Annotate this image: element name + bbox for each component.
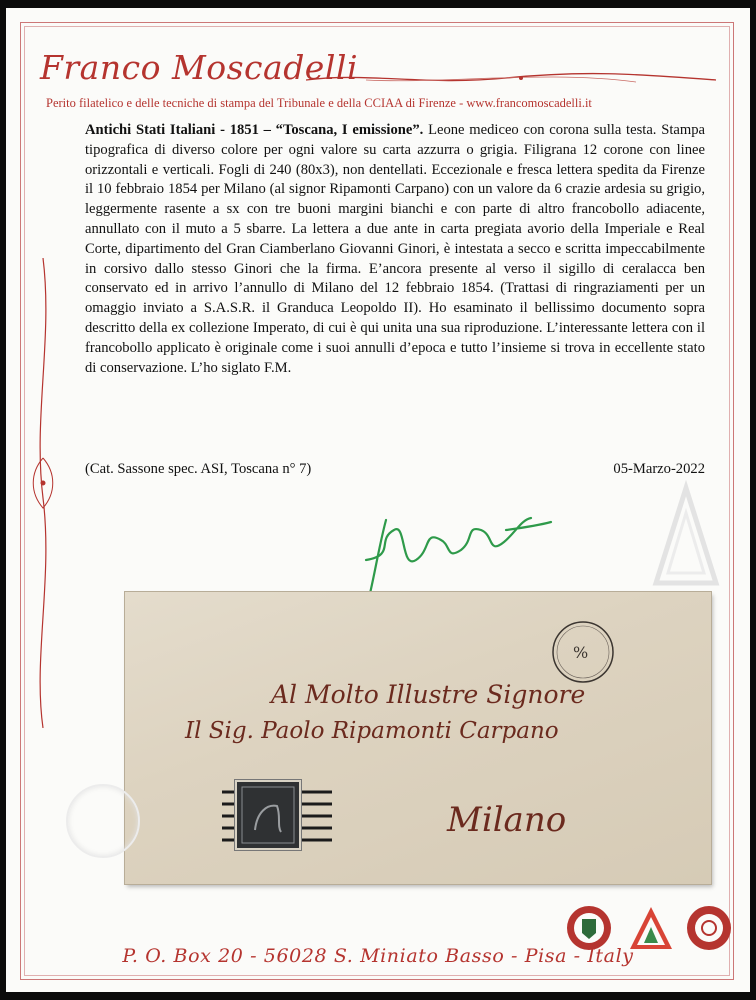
letter-image xyxy=(125,592,711,884)
letter-address-line-1: Al Molto Illustre Signore xyxy=(271,680,586,709)
certificate-sheet xyxy=(6,8,750,992)
catalog-reference: (Cat. Sassone spec. ASI, Toscana n° 7) xyxy=(85,461,312,477)
flourish-ornament-icon xyxy=(306,70,726,90)
certificate-date: 05-Marzo-2022 xyxy=(613,461,705,477)
certificate-description xyxy=(85,121,705,378)
certificate-lead: Antichi Stati Italiani - 1851 – “Toscana, I emissione”. xyxy=(85,122,424,138)
certificate-body: Leone mediceo con corona sulla testa. Stampa tipografica di diverso colore per ogni valore su carta azzurra o grigia. Filigrana 12 corone con linee orizzontali e verticali. Fogli di 240 (80x3), non dentellati. Eccezionale e fresca lettera spedita da Firenze il 10 febbraio 1854 per Milano (al signor Ripamonti Carpano) con un valore da 6 crazie ardesia su grigio, leggermente rasente a sx con tre buoni margini bianchi e con parte di altro francobollo adiacente, annullato con il muto a 5 sbarre. La lettera a due ante in carta pregiata avorio della Imperiale e Real Corte, dipartimento del Gran Ciamberlano Giovanni Ginori, è intestata a secco e scritta impeccabilmente in corsivo dallo stesso Ginori che la firma. E’ancora presente al verso il sigillo di ceralacca ben conservato ed in arrivo l’annullo di Milano del 12 febbraio 1854. (Trattasi di ringraziamenti per un omaggio inviato a S.A.S.R. il Granduca Leopoldo II). Ho esaminato il bellissimo documento sopra descritto della ex collezione Imperato, di cui è qui unita una sua riproduzione. L’interessante lettera con il francobollo applicato è originale come i suoi annulli d’epoca e tutto l’insieme si trova in eccellente stato di conservazione. L’ho siglato F.M. xyxy=(85,122,705,376)
side-flourish-icon xyxy=(28,258,58,728)
brand-name: Franco Moscadelli xyxy=(40,48,359,87)
subtitle: Perito filatelico e delle tecniche di stampa del Tribunale e della CCIAA di Firenze - www.francomoscadelli.it xyxy=(46,96,592,110)
embossed-triangle-seal-icon xyxy=(646,473,726,603)
embossed-seal-icon xyxy=(66,784,140,858)
svg-text:%: % xyxy=(573,643,589,662)
letter-address-line-2: Il Sig. Paolo Ripamonti Carpano xyxy=(185,718,559,744)
stamp-6-crazie-icon xyxy=(235,780,301,850)
letter-city: Milano xyxy=(447,800,567,840)
catalog-row xyxy=(85,461,705,478)
footer-address: P. O. Box 20 - 56028 S. Miniato Basso - Pisa - Italy xyxy=(122,945,634,967)
postmark-icon xyxy=(545,614,621,690)
